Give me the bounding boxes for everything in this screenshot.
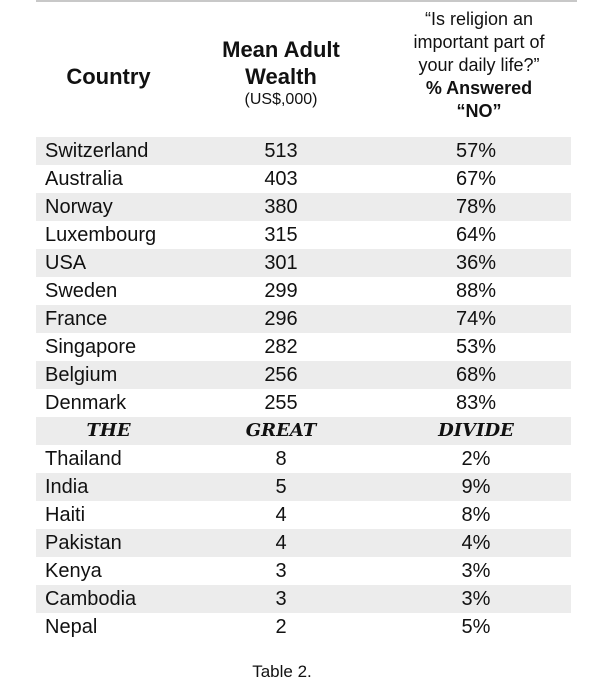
cell-religion-no: 5%: [461, 616, 491, 638]
cell-religion-no: 9%: [461, 476, 491, 498]
table-row: [36, 221, 571, 249]
cell-country: India: [45, 476, 89, 498]
divider-the: THE: [86, 420, 131, 441]
cell-country: Sweden: [45, 280, 118, 302]
cell-religion-no: 4%: [461, 532, 491, 554]
cell-religion-no: 3%: [461, 588, 491, 610]
cell-wealth: 8: [275, 448, 287, 470]
cell-country: Norway: [45, 196, 113, 218]
table-row: [36, 137, 571, 165]
header-religion-answer-line2: “NO”: [456, 101, 502, 121]
cell-country: Denmark: [45, 392, 127, 414]
table-caption: Table 2.: [252, 662, 312, 681]
table-row: [36, 529, 571, 557]
cell-country: Pakistan: [45, 532, 122, 554]
cell-wealth: 513: [264, 140, 298, 162]
cell-country: Luxembourg: [45, 224, 157, 246]
cell-religion-no: 67%: [455, 168, 497, 190]
cell-religion-no: 88%: [455, 280, 497, 302]
cell-country: Australia: [45, 168, 123, 190]
cell-country: Switzerland: [45, 140, 149, 162]
cell-wealth: 5: [275, 476, 287, 498]
table-row: [36, 305, 571, 333]
header-religion-question-line1: “Is religion an: [424, 9, 534, 29]
cell-wealth: 282: [264, 336, 298, 358]
table-row: [36, 501, 571, 529]
cell-wealth: 4: [275, 532, 287, 554]
cell-religion-no: 8%: [461, 504, 491, 526]
table-row: [36, 333, 571, 361]
cell-wealth: 296: [264, 308, 298, 330]
cell-wealth: 315: [264, 224, 298, 246]
cell-religion-no: 68%: [455, 364, 497, 386]
cell-wealth: 3: [275, 588, 287, 610]
cell-wealth: 299: [264, 280, 298, 302]
cell-country: Belgium: [45, 364, 118, 386]
cell-country: Haiti: [45, 504, 86, 526]
cell-religion-no: 36%: [455, 252, 497, 274]
header-wealth-units: (US$,000): [244, 91, 318, 108]
header-religion: [381, 8, 577, 123]
cell-wealth: 256: [264, 364, 298, 386]
cell-country: Cambodia: [45, 588, 137, 610]
cell-religion-no: 83%: [455, 392, 497, 414]
header-country: Country: [66, 64, 151, 89]
cell-religion-no: 2%: [461, 448, 491, 470]
table-row: [36, 613, 571, 641]
cell-wealth: 2: [275, 616, 287, 638]
cell-religion-no: 57%: [455, 140, 497, 162]
cell-country: Singapore: [45, 336, 137, 358]
cell-religion-no: 74%: [455, 308, 497, 330]
table-row: [36, 249, 571, 277]
table-row: [36, 277, 571, 305]
cell-religion-no: 64%: [455, 224, 497, 246]
table-body: [36, 137, 571, 641]
cell-religion-no: 3%: [461, 560, 491, 582]
table-row: [36, 585, 571, 613]
cell-country: France: [45, 308, 108, 330]
header-wealth-title-line1: Mean Adult: [222, 37, 340, 62]
table-header: [36, 2, 577, 138]
cell-religion-no: 78%: [455, 196, 497, 218]
cell-country: Thailand: [45, 448, 122, 470]
great-divide-row: [36, 417, 571, 445]
divider-great: GREAT: [245, 420, 317, 441]
table-row: [36, 557, 571, 585]
cell-wealth: 4: [275, 504, 287, 526]
header-wealth: [186, 36, 376, 110]
divider-divide: DIVIDE: [438, 420, 514, 441]
table-row: [36, 473, 571, 501]
header-wealth-title-line2: Wealth: [245, 64, 317, 89]
cell-country: USA: [45, 252, 87, 274]
header-religion-question-line2: important part of: [413, 32, 545, 52]
cell-religion-no: 53%: [455, 336, 497, 358]
header-religion-answer-line1: % Answered: [425, 78, 533, 98]
cell-wealth: 3: [275, 560, 287, 582]
cell-country: Kenya: [45, 560, 102, 582]
cell-wealth: 301: [264, 252, 298, 274]
table-row: [36, 389, 571, 417]
cell-country: Nepal: [45, 616, 98, 638]
table-row: [36, 165, 571, 193]
header-religion-question-line3: your daily life?”: [418, 55, 540, 75]
cell-wealth: 255: [264, 392, 298, 414]
table-row: [36, 361, 571, 389]
table-row: [36, 445, 571, 473]
cell-wealth: 380: [264, 196, 298, 218]
cell-wealth: 403: [264, 168, 298, 190]
table-row: [36, 193, 571, 221]
